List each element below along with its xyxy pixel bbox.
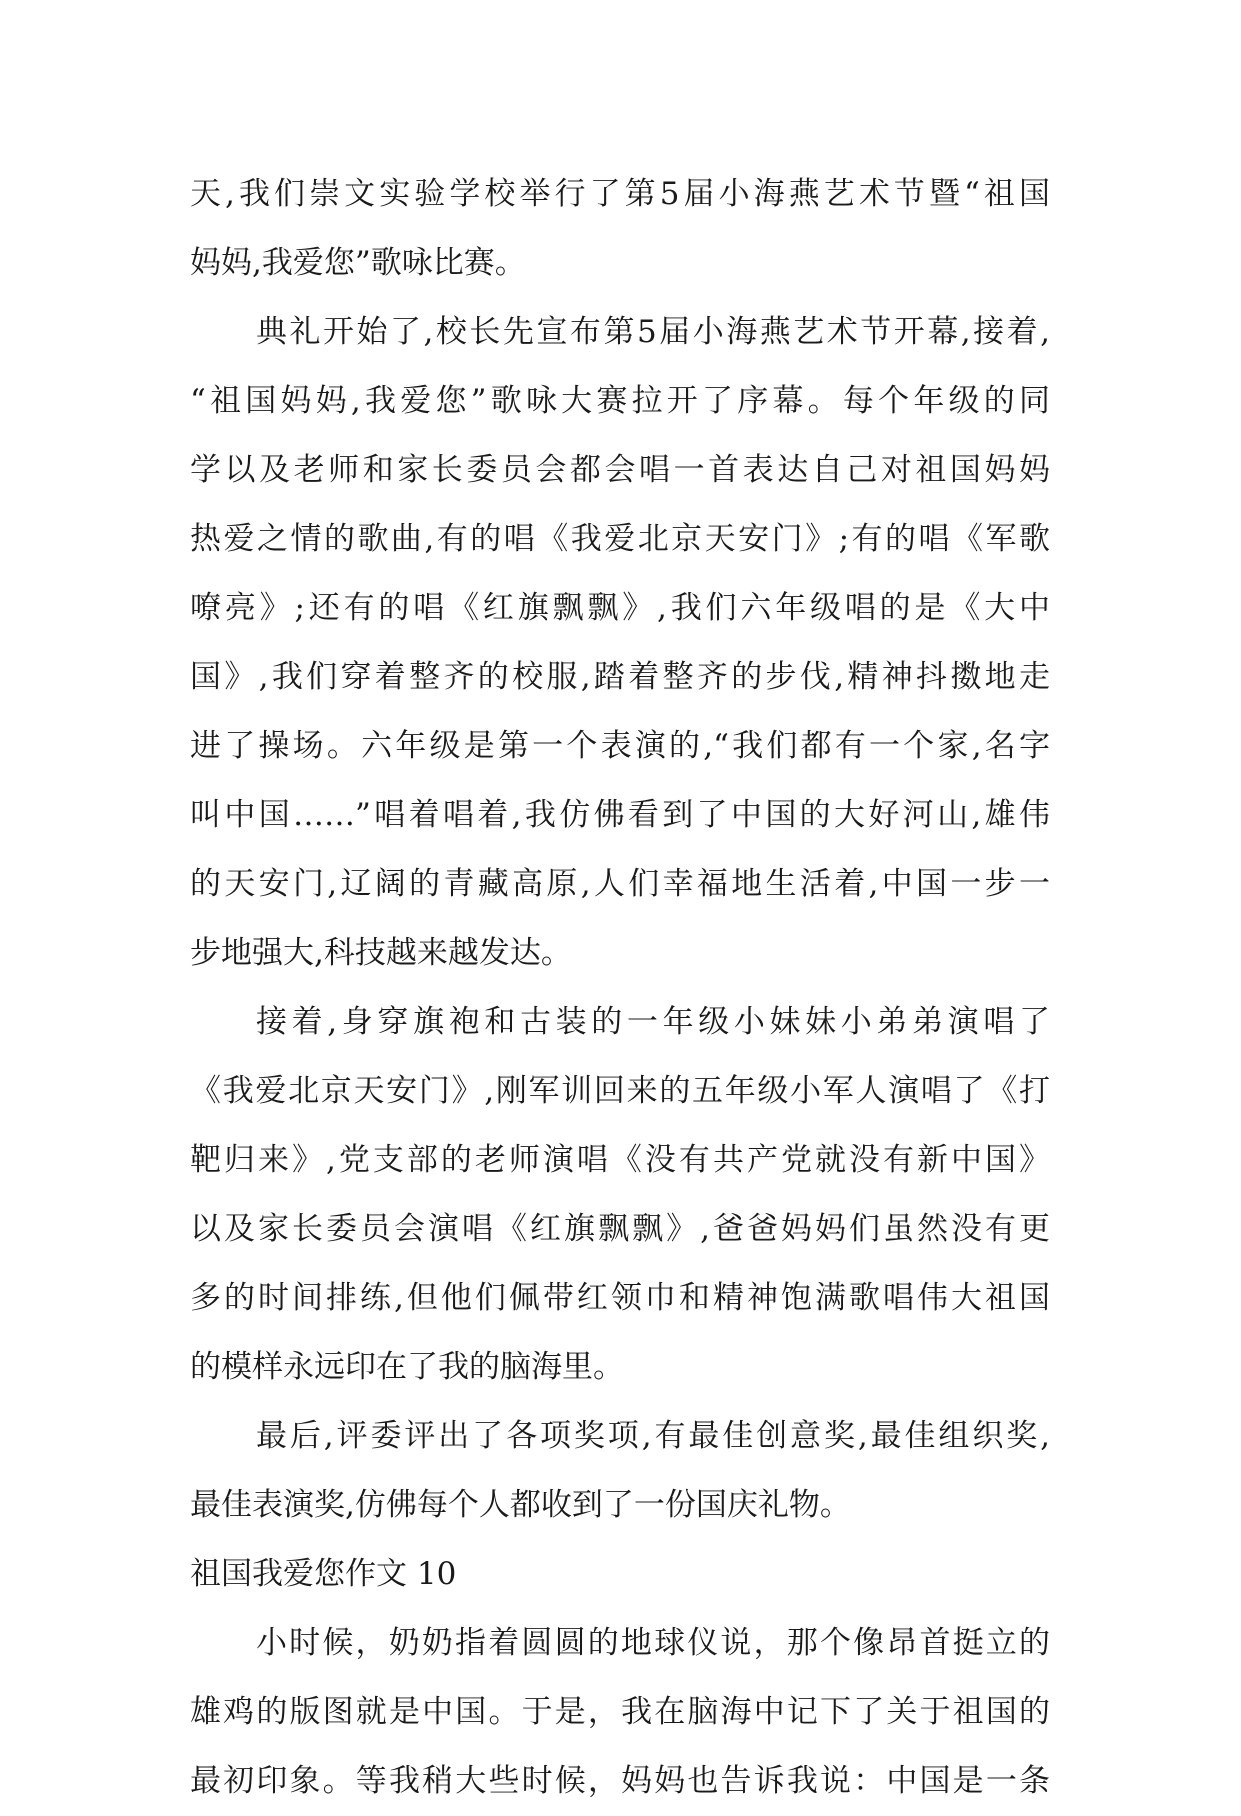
paragraph-line: 叫中国……”唱着唱着,我仿佛看到了中国的大好河山,雄伟 [190, 797, 1050, 833]
paragraph-line: 最初印象。等我稍大些时候，妈妈也告诉我说：中国是一条 [190, 1763, 1050, 1799]
paragraph-line: 天,我们崇文实验学校举行了第5届小海燕艺术节暨“祖国 [190, 176, 1050, 212]
paragraph-line: 最后,评委评出了各项奖项,有最佳创意奖,最佳组织奖, [256, 1418, 1050, 1454]
paragraph-line: 小时候，奶奶指着圆圆的地球仪说，那个像昂首挺立的 [256, 1625, 1050, 1661]
paragraph-line: 接着,身穿旗袍和古装的一年级小妹妹小弟弟演唱了 [256, 1004, 1050, 1040]
paragraph-line: 嘹亮》;还有的唱《红旗飘飘》,我们六年级唱的是《大中 [190, 590, 1050, 626]
paragraph-line: 《我爱北京天安门》,刚军训回来的五年级小军人演唱了《打 [190, 1073, 1050, 1109]
paragraph-line: 学以及老师和家长委员会都会唱一首表达自己对祖国妈妈 [190, 452, 1050, 488]
paragraph-line: 进了操场。六年级是第一个表演的,“我们都有一个家,名字 [190, 728, 1050, 764]
paragraph-line: 最佳表演奖,仿佛每个人都收到了一份国庆礼物。 [190, 1487, 851, 1523]
paragraph-line: 雄鸡的版图就是中国。于是，我在脑海中记下了关于祖国的 [190, 1694, 1050, 1730]
paragraph-line: 靶归来》,党支部的老师演唱《没有共产党就没有新中国》 [190, 1142, 1050, 1178]
paragraph-line: “祖国妈妈,我爱您”歌咏大赛拉开了序幕。每个年级的同 [190, 383, 1050, 419]
paragraph-line: 以及家长委员会演唱《红旗飘飘》,爸爸妈妈们虽然没有更 [190, 1211, 1050, 1247]
paragraph-line: 热爱之情的歌曲,有的唱《我爱北京天安门》;有的唱《军歌 [190, 521, 1050, 557]
essay-body [190, 160, 1050, 1816]
paragraph-line: 典礼开始了,校长先宣布第5届小海燕艺术节开幕,接着, [256, 314, 1050, 350]
paragraph-line: 国》,我们穿着整齐的校服,踏着整齐的步伐,精神抖擞地走 [190, 659, 1050, 695]
paragraph-line: 妈妈,我爱您”歌咏比赛。 [190, 245, 526, 281]
paragraph-line: 的模样永远印在了我的脑海里。 [190, 1349, 624, 1385]
essay-heading: 祖国我爱您作文 10 [190, 1556, 457, 1592]
paragraph-line: 多的时间排练,但他们佩带红领巾和精神饱满歌唱伟大祖国 [190, 1280, 1050, 1316]
paragraph-line: 步地强大,科技越来越发达。 [190, 935, 572, 971]
paragraph-line: 的天安门,辽阔的青藏高原,人们幸福地生活着,中国一步一 [190, 866, 1050, 902]
